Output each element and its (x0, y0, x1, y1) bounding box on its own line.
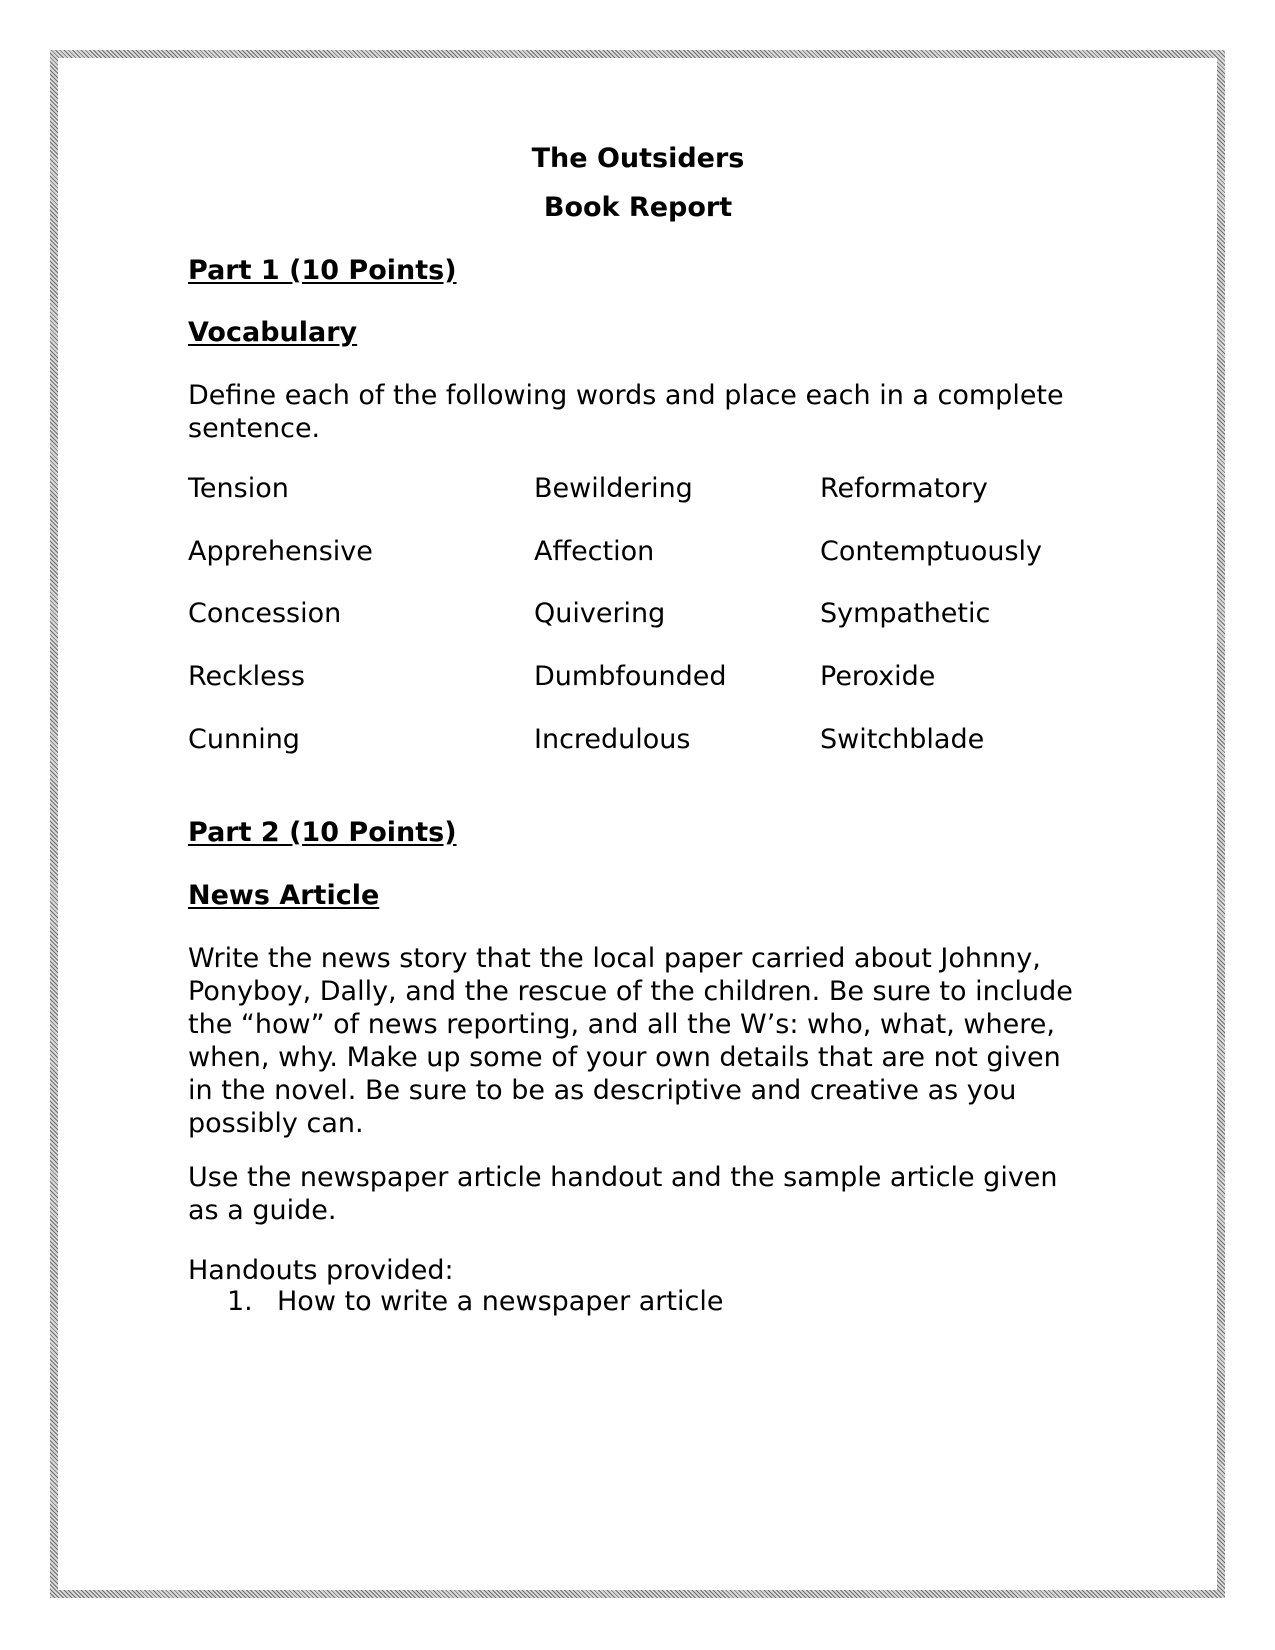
vocab-word: Apprehensive (188, 536, 373, 567)
vocab-word: Switchblade (820, 724, 985, 755)
vocab-word: Cunning (188, 724, 300, 755)
part2-heading: Part 2 (10 Points) (188, 817, 457, 848)
list-text: How to write a newspaper article (277, 1286, 724, 1317)
vocab-word: Reckless (188, 661, 305, 692)
news-article-instructions: Write the news story that the local paper carried about Johnny, Ponyboy, Dally, and the rescue of the children. Be sure to include the “how” of news reporting, and all the W’s: who, what, where, when, why. Make up some of your own details that are not given in the novel. Be sure to be as descriptive and creative as you possibly can. (188, 943, 1073, 1139)
handouts-label: Handouts provided: (188, 1255, 454, 1286)
vocab-word: Concession (188, 598, 342, 629)
vocab-word: Bewildering (534, 473, 693, 504)
list-number: 1. (227, 1286, 253, 1317)
list-item (227, 1286, 723, 1317)
vocab-word: Quivering (534, 598, 666, 629)
document-subtitle: Book Report (543, 192, 733, 223)
vocab-word: Tension (188, 473, 289, 504)
vocab-word: Affection (534, 536, 655, 567)
document-title: The Outsiders (531, 143, 745, 174)
vocab-word: Incredulous (534, 724, 691, 755)
part1-heading: Part 1 (10 Points) (188, 255, 457, 286)
vocab-word: Sympathetic (820, 598, 991, 629)
vocab-word: Contemptuously (820, 536, 1042, 567)
vocab-word: Reformatory (820, 473, 988, 504)
vocabulary-heading: Vocabulary (188, 317, 358, 348)
news-article-heading: News Article (188, 880, 380, 911)
vocabulary-instructions: Define each of the following words and place each in a complete sentence. (188, 380, 1064, 444)
vocab-word: Dumbfounded (534, 661, 727, 692)
guide-paragraph: Use the newspaper article handout and the sample article given as a guide. (188, 1162, 1058, 1226)
vocab-word: Peroxide (820, 661, 936, 692)
